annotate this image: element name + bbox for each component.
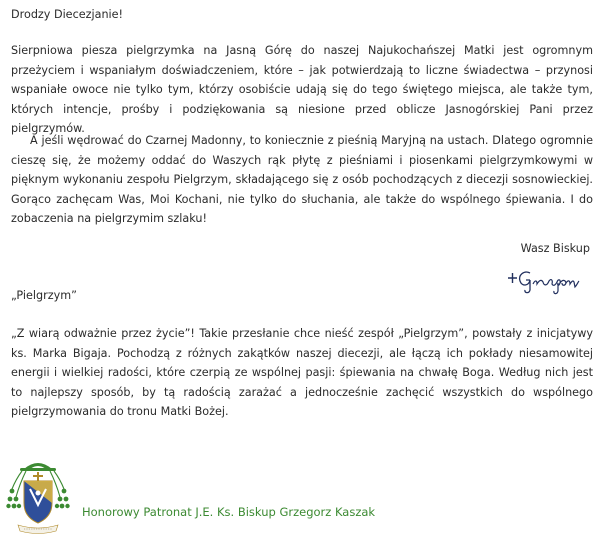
bishop-coat-of-arms-icon (6, 459, 70, 535)
signature (502, 264, 582, 296)
band-paragraph: „Z wiarą odważnie przez życie”! Takie przesłanie chce nieść zespół „Pielgrzym”, powstały z inicjatywy ks. Marka Bigaja. Pochodzą z różnych zakątków naszej diecezji, ale łączą ich pokłady niesamowitej energii i wielkiej radości, które czerpią ze wspólnej pasji: śpiewania na chwałę Boga. Według nich jest to najlepszy sposób, by tą radością zarażać a jednocześnie zachęcić wszystkich do wspólnego pielgrzymowania do tronu Matki Bożej. (11, 327, 593, 419)
band-title: „Pielgrzym” (11, 289, 77, 302)
letter-paragraph-2: A jeśli wędrować do Czarnej Madonny, to koniecznie z pieśnią Maryjną na ustach. Dlatego ogromnie cieszę się, że możemy oddać do Waszych rąk płytę z pieśniami i piosenkami pielgrzymkowymi w pięknym wykonaniu zespołu Pielgrzym, składającego się z osób pochodzących z diecezji sosnowieckiej. Gorąco zachęcam Was, Moi Kochani, nie tylko do słuchania, ale także do wspólnego śpiewania. I do zobaczenia na pielgrzymim szlaku! (11, 134, 593, 226)
letter-salutation: Drodzy Diecezjanie! (11, 8, 124, 21)
letter-paragraph-1: Sierpniowa piesza pielgrzymka na Jasną Górę do naszej Najukochańszej Matki jest ogromnym przeżyciem i wspaniałym doświadczeniem, które – jak potwierdzają to liczne świadectwa – przynosi wspaniałe owoce nie tylko tym, którzy osobiście udają się do tego świętego miejsca, ale także tym, których intencje, prośby i podziękowania są niesione przed oblicze Jasnogórskiej Pani przez pielgrzymów. (11, 44, 593, 136)
letter-signoff: Wasz Biskup (520, 242, 590, 255)
patronage-line: Honorowy Patronat J.E. Ks. Biskup Grzegorz Kaszak (82, 505, 376, 519)
